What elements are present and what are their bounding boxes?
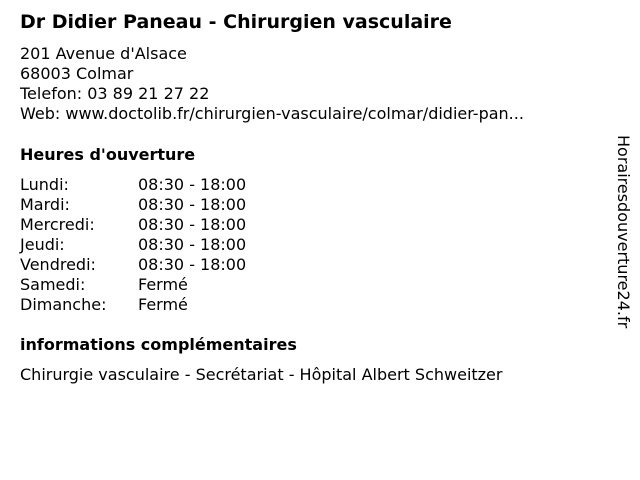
phone-number: Telefon: 03 89 21 27 22: [20, 84, 210, 103]
hours-value: 08:30 - 18:00: [138, 215, 247, 234]
street-address: 201 Avenue d'Alsace: [20, 44, 187, 63]
additional-info-text: Chirurgie vasculaire - Secrétariat - Hôpital Albert Schweitzer: [20, 365, 503, 384]
city-postal-code: 68003 Colmar: [20, 64, 134, 83]
day-label: Dimanche:: [20, 295, 107, 314]
hours-value: 08:30 - 18:00: [138, 195, 247, 214]
address-block: [20, 44, 524, 124]
day-label: Mercredi:: [20, 215, 95, 234]
hours-row-thursday: [20, 235, 320, 255]
hours-value: 08:30 - 18:00: [138, 235, 247, 254]
day-label: Mardi:: [20, 195, 70, 214]
hours-value: Fermé: [138, 295, 188, 314]
brand-watermark: Horairesdouverture24.fr: [614, 135, 633, 329]
hours-value: 08:30 - 18:00: [138, 175, 247, 194]
hours-row-friday: [20, 255, 320, 275]
hours-value: Fermé: [138, 275, 188, 294]
hours-value: 08:30 - 18:00: [138, 255, 247, 274]
hours-row-tuesday: [20, 195, 320, 215]
hours-row-monday: [20, 175, 320, 195]
website-url: Web: www.doctolib.fr/chirurgien-vasculaire/colmar/didier-pan...: [20, 104, 524, 123]
day-label: Samedi:: [20, 275, 86, 294]
day-label: Jeudi:: [20, 235, 65, 254]
hours-row-sunday: [20, 295, 320, 315]
opening-hours-table: [20, 175, 320, 315]
hours-row-saturday: [20, 275, 320, 295]
page-title: Dr Didier Paneau - Chirurgien vasculaire: [20, 11, 452, 33]
day-label: Lundi:: [20, 175, 69, 194]
hours-row-wednesday: [20, 215, 320, 235]
additional-info-heading: informations complémentaires: [20, 335, 297, 354]
opening-hours-heading: Heures d'ouverture: [20, 145, 196, 164]
day-label: Vendredi:: [20, 255, 96, 274]
